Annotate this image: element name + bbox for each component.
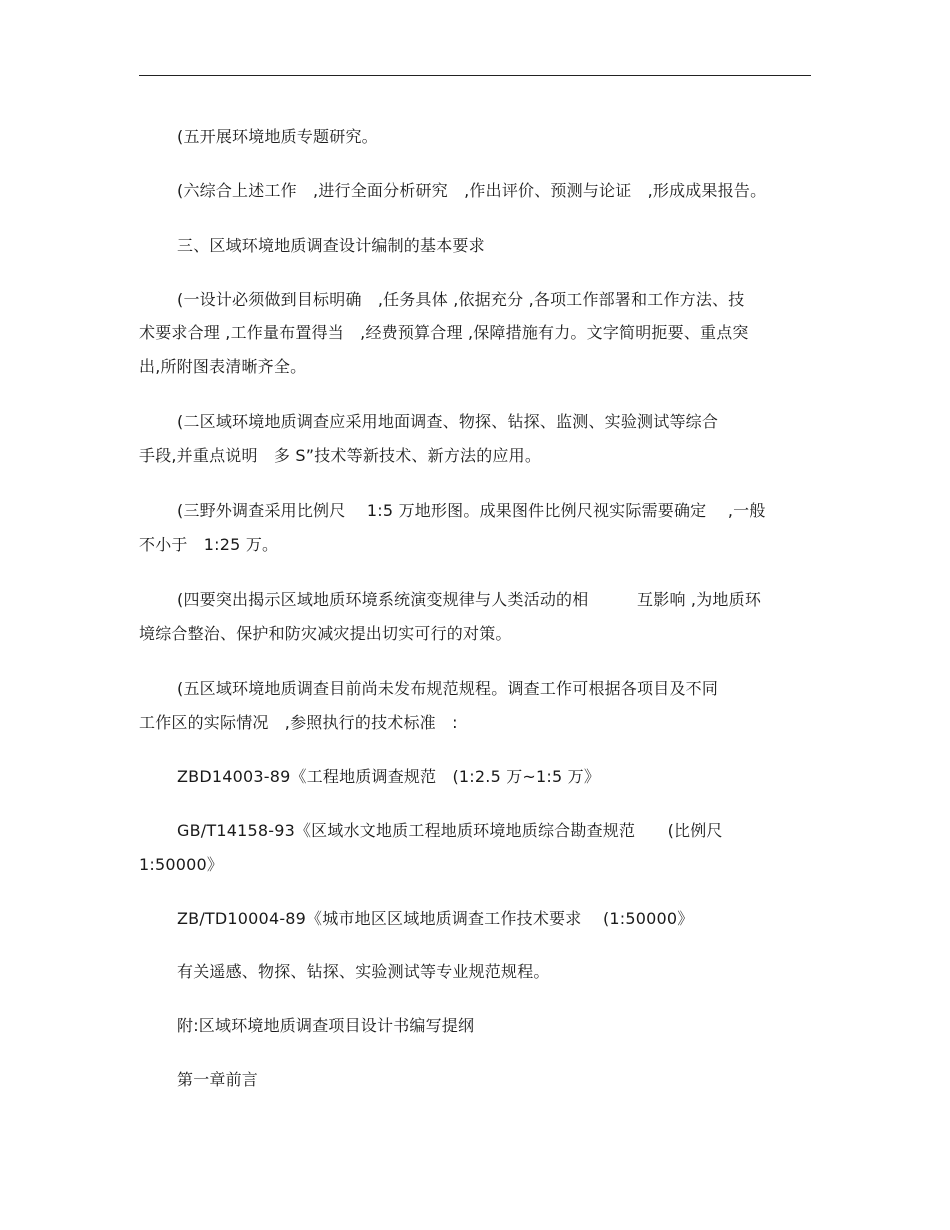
standard-item: ZBD14003-89《工程地质调查规范 (1:2.5 万~1:5 万》 xyxy=(177,767,601,786)
text-line: 有关遥感、物探、钻探、实验测试等专业规范规程。 xyxy=(177,962,550,981)
text-line: 出,所附图表清晰齐全。 xyxy=(139,357,307,376)
text-line: (六综合上述工作 ,进行全面分析研究 ,作出评价、预测与论证 ,形成成果报告。 xyxy=(177,181,767,200)
standard-item: GB/T14158-93《区域水文地质工程地质环境地质综合勘查规范 (比例尺 xyxy=(177,821,723,840)
text-line: (五开展环境地质专题研究。 xyxy=(177,127,378,146)
chapter-heading: 第一章前言 xyxy=(177,1070,259,1089)
text-line: 境综合整治、保护和防灾减灾提出切实可行的对策。 xyxy=(139,624,512,643)
text-line: 工作区的实际情况 ,参照执行的技术标准 : xyxy=(139,713,458,732)
standard-item: 1:50000》 xyxy=(139,855,224,874)
text-line: 术要求合理 ,工作量布置得当 ,经费预算合理 ,保障措施有力。文字简明扼要、重点突 xyxy=(139,323,749,342)
text-line: (二区域环境地质调查应采用地面调查、物探、钻探、监测、实验测试等综合 xyxy=(177,412,719,431)
text-line: (一设计必须做到目标明确 ,任务具体 ,依据充分 ,各项工作部署和工作方法、技 xyxy=(177,290,745,309)
appendix-title: 附:区域环境地质调查项目设计书编写提纲 xyxy=(177,1016,475,1035)
standard-item: ZB/TD10004-89《城市地区区域地质调查工作技术要求 (1:50000》 xyxy=(177,909,694,928)
text-line: (四要突出揭示区域地质环境系统演变规律与人类活动的相 互影响 ,为地质环 xyxy=(177,590,762,609)
text-line: (三野外调查采用比例尺 1:5 万地形图。成果图件比例尺视实际需要确定 ,一般 xyxy=(177,501,766,520)
text-line: (五区域环境地质调查目前尚未发布规范规程。调查工作可根据各项目及不同 xyxy=(177,679,719,698)
header-rule xyxy=(139,75,811,76)
text-line: 不小于 1:25 万。 xyxy=(139,535,279,554)
section-heading: 三、区域环境地质调查设计编制的基本要求 xyxy=(177,236,485,255)
text-line: 手段,并重点说明 多 S”技术等新技术、新方法的应用。 xyxy=(139,446,542,465)
